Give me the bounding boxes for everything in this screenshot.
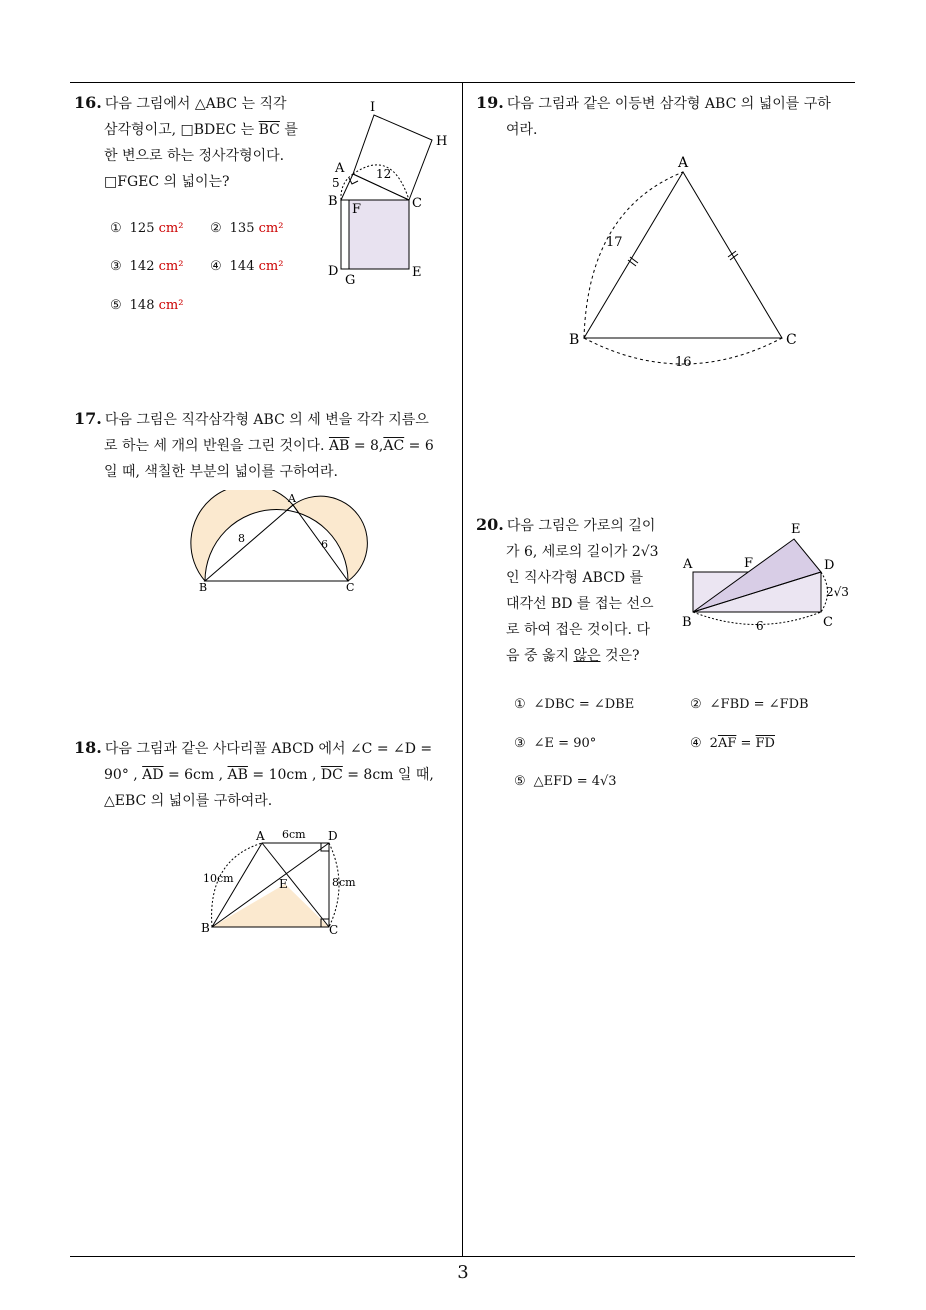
q17-line-1: 다음 그림은 직각삼각형 ABC 의 세 변을 각각 지름으 (104, 412, 429, 428)
q16-label-f: F (352, 202, 362, 217)
q16-choice-2[interactable]: ② 135 cm² (210, 221, 284, 236)
q16-choice-3[interactable]: ③ 142 cm² (110, 259, 184, 274)
q20-label-c: C (823, 615, 833, 630)
q18-label-dc: 8cm (332, 876, 356, 889)
q19-label-c: C (786, 332, 797, 348)
q17-line-3: 일 때, 색칠한 부분의 넓이를 구하여라. (104, 464, 339, 480)
q16-label-i: I (370, 100, 376, 115)
q17-ac: $\overline{AC}$ (383, 438, 405, 454)
q17-label-a: A (288, 492, 296, 505)
q19-label-b: B (569, 332, 580, 348)
q18-label-ab: 10cm (203, 872, 234, 885)
q17-figure (190, 490, 370, 594)
question-18: 18. 다음 그림과 같은 사다리꼴 ABCD 에서 ∠C = ∠D = 90° , $\overline{AD} = 6cm$ , $\overline{AB} = 10cm$ , $\overline{DC} = 8cm$ 일 때, △EBC 의 넓이를 구하여라. (74, 735, 459, 814)
q16-line-2: 삼각형이고, □BDEC 는 (104, 122, 255, 138)
question-20: 20. 다음 그림은 가로의 길이 가 6, 세로의 길이가 2√3 인 직사각형 ABCD 를 대각선 BD 를 접는 선으 로 하여 접은 것이다. 다 음 중 옳지 않은 것은? (476, 512, 676, 669)
question-number: 18. (74, 738, 102, 757)
q19-label-ab: 17 (606, 235, 623, 250)
question-number: 17. (74, 409, 102, 428)
q20-label-d: D (824, 558, 835, 573)
question-17: 17. 다음 그림은 직각삼각형 ABC 의 세 변을 각각 지름으 로 하는 세 개의 반원을 그린 것이다. $\overline{AB} = 8,\overline{AC} = 6$ 일 때, 색칠한 부분의 넓이를 구하여라. (74, 406, 459, 485)
q20-choice-3[interactable]: ③ ∠E = 90° (514, 736, 597, 751)
q17-label-b: B (199, 581, 208, 594)
column-divider (462, 82, 463, 1257)
q16-label-ab: 5 (332, 176, 340, 190)
q20-label-dc: 2√3 (826, 585, 849, 599)
q20-choice-5[interactable]: ⑤ △EFD = 4√3 (514, 774, 617, 789)
q18-label-ad: 6cm (282, 828, 306, 841)
q20-choice-2[interactable]: ② ∠FBD = ∠FDB (690, 697, 809, 712)
q16-label-g: G (345, 273, 356, 288)
q16-choice-5[interactable]: ⑤ 148 cm² (110, 298, 184, 313)
q16-choice-1[interactable]: ① 125 cm² (110, 221, 184, 236)
q18-ad: $\overline{AD}$ (142, 767, 164, 783)
page-number: 3 (457, 1262, 469, 1283)
question-number: 20. (476, 515, 504, 534)
q18-label-a: A (256, 829, 265, 843)
q18-label-b: B (201, 921, 210, 935)
q19-label-bc: 16 (675, 355, 692, 370)
q16-square-acih (353, 115, 432, 200)
q17-label-c: C (346, 581, 355, 594)
q18-figure (195, 822, 370, 940)
q16-figure (320, 95, 460, 290)
q16-label-h: H (436, 134, 448, 149)
q16-label-b: B (328, 194, 338, 209)
q18-line-1: 다음 그림과 같은 사다리꼴 ABCD 에서 ∠C = ∠D = (104, 741, 433, 757)
q20-choice-4[interactable]: ④ $2\overline{AF} = \overline{FD}$ (690, 736, 775, 751)
q20-label-a: A (683, 557, 693, 572)
question-number: 19. (476, 93, 504, 112)
q18-label-e: E (279, 877, 288, 891)
q20-label-bc: 6 (756, 619, 764, 633)
q16-line-3: 한 변으로 하는 정사각형이다. (104, 148, 285, 164)
question-19 (476, 90, 861, 143)
q20-choice-1[interactable]: ① ∠DBC = ∠DBE (514, 697, 635, 712)
q16-label-e: E (412, 265, 422, 280)
q16-line-2b: 를 (284, 122, 298, 138)
question-16 (74, 90, 314, 195)
q20-line-1: 다음 그림은 가로의 길이 (506, 518, 656, 534)
q20-line-2: 가 6, 세로의 길이가 2√3 (506, 544, 659, 560)
q18-dc: $\overline{DC}$ (320, 767, 343, 783)
q16-line-1: 다음 그림에서 △ABC 는 직각 (104, 96, 287, 112)
q16-choice-4[interactable]: ④ 144 cm² (210, 259, 284, 274)
bottom-rule (70, 1256, 855, 1257)
q19-line-2: 여라. (506, 122, 538, 138)
question-number: 16. (74, 93, 102, 112)
q20-line-3: 인 직사각형 ABCD 를 (506, 570, 644, 586)
q18-label-d: D (328, 829, 338, 843)
q20-label-e: E (791, 522, 801, 537)
q16-label-c: C (412, 196, 422, 211)
q16-label-d: D (328, 264, 339, 279)
q17-label-ac: 6 (321, 538, 328, 551)
q18-ab: $\overline{AB}$ (227, 767, 248, 783)
q17-ab: $\overline{AB}$ (328, 438, 350, 454)
q16-line-4: □FGEC 의 넓이는? (104, 174, 230, 190)
q20-line-4: 대각선 BD 를 접는 선으 (506, 596, 654, 612)
q16-label-ac: 12 (376, 167, 392, 181)
q17-label-ab: 8 (238, 532, 245, 545)
q16-label-a: A (335, 161, 345, 176)
q19-line-1: 다음 그림과 같은 이등변 삼각형 ABC 의 넓이를 구하 (506, 96, 831, 112)
q19-triangle-abc (584, 172, 782, 338)
q20-label-b: B (682, 615, 692, 630)
q18-line-3: △EBC 의 넓이를 구하여라. (104, 793, 273, 809)
q19-figure (560, 150, 810, 375)
q20-underlined: 않은 (573, 648, 601, 664)
q20-line-5: 로 하여 접은 것이다. 다 (506, 622, 650, 638)
q20-figure (678, 515, 863, 635)
q18-label-c: C (329, 923, 339, 937)
q20-label-f: F (744, 556, 754, 571)
q19-label-a: A (678, 155, 689, 171)
q16-bc: $\overline{BC}$ (258, 122, 280, 138)
